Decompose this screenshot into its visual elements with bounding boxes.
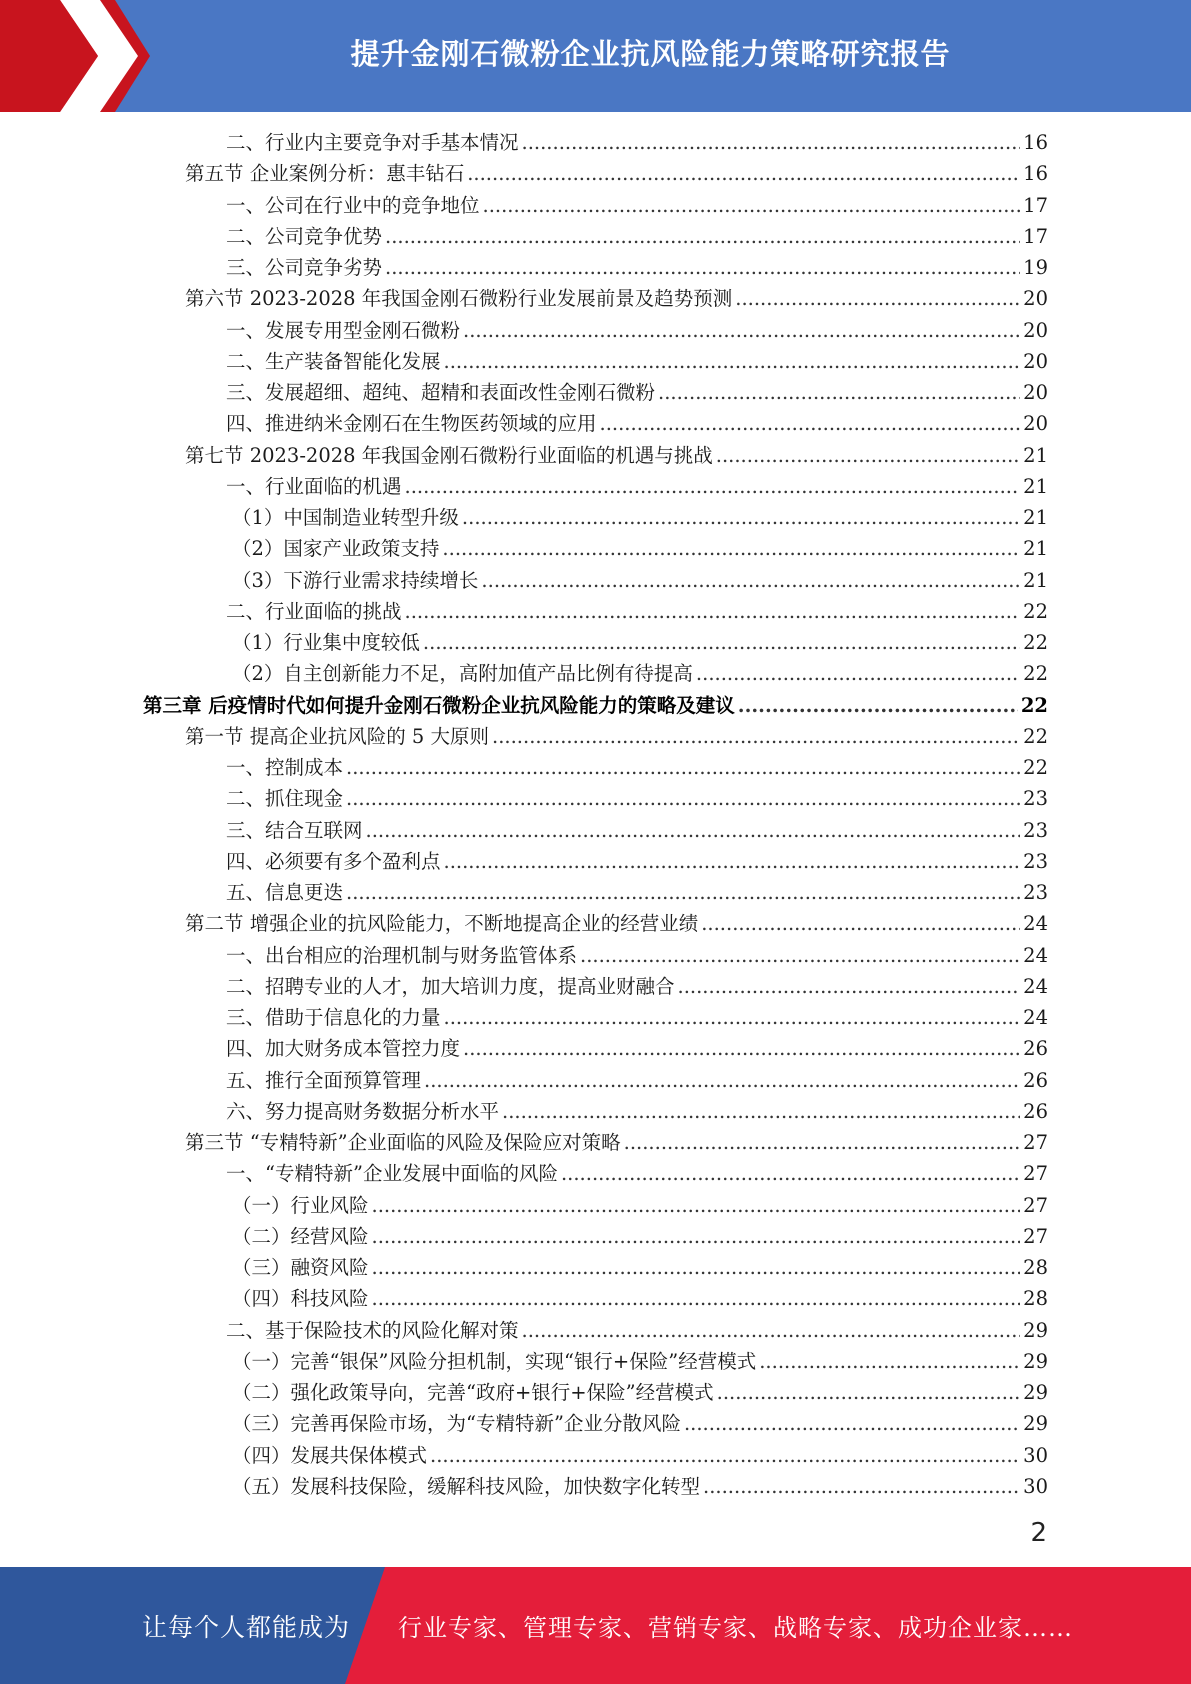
toc-leader-dots <box>738 690 1018 721</box>
toc-entry-title: 四、推进纳米金刚石在生物医药领域的应用 <box>226 412 597 436</box>
toc-entry[interactable] <box>185 440 1048 471</box>
toc-entry-title: （二）经营风险 <box>232 1224 369 1248</box>
toc-entry-title: 五、信息更迭 <box>226 881 344 904</box>
toc-leader-dots <box>684 1408 1020 1439</box>
toc-entry-page: 22 <box>1023 631 1048 654</box>
toc-entry-page: 16 <box>1023 131 1048 154</box>
toc-entry[interactable] <box>232 1252 1048 1283</box>
toc-entry[interactable] <box>232 1346 1048 1377</box>
toc-entry-title: （一）行业风险 <box>232 1193 369 1217</box>
toc-leader-dots <box>522 1315 1021 1346</box>
toc-entry-title: 二、招聘专业的人才，加大培训力度，提高业财融合 <box>226 974 675 998</box>
toc-leader-dots <box>716 440 1020 471</box>
toc-leader-dots <box>462 502 1020 533</box>
toc-entry-title: 六、努力提高财务数据分析水平 <box>226 1099 500 1123</box>
toc-entry-page: 20 <box>1023 287 1048 311</box>
toc-entry-title: （一）完善“银保”风险分担机制，实现“银行+保险”经营模式 <box>232 1349 757 1373</box>
toc-entry[interactable] <box>185 158 1048 189</box>
toc-entry[interactable] <box>232 1440 1048 1471</box>
toc-entry[interactable] <box>232 1408 1048 1439</box>
toc-leader-dots <box>483 190 1021 221</box>
toc-entry-page: 26 <box>1023 1099 1048 1123</box>
toc-entry-page: 23 <box>1023 818 1048 842</box>
toc-entry[interactable] <box>226 127 1048 158</box>
toc-entry[interactable] <box>232 1221 1048 1252</box>
toc-leader-dots <box>444 1002 1021 1033</box>
toc-entry[interactable] <box>226 252 1048 283</box>
toc-entry-title: （五）发展科技保险，缓解科技风险，加快数字化转型 <box>232 1474 701 1498</box>
toc-entry-page: 22 <box>1023 724 1048 748</box>
toc-entry-page: 29 <box>1023 1318 1048 1342</box>
toc-entry-title: 第五节 企业案例分析：惠丰钻石 <box>185 162 465 186</box>
toc-entry-title: 二、公司竞争优势 <box>226 224 383 248</box>
toc-entry-page: 22 <box>1023 756 1048 779</box>
toc-entry-title: 四、加大财务成本管控力度 <box>226 1037 461 1061</box>
toc-entry-title: 第三章 后疫情时代如何提升金刚石微粉企业抗风险能力的策略及建议 <box>143 693 735 717</box>
toc-entry-page: 20 <box>1023 412 1048 436</box>
toc-entry-page: 29 <box>1023 1349 1048 1373</box>
toc-entry-page: 21 <box>1023 474 1048 498</box>
toc-leader-dots <box>703 1471 1020 1502</box>
toc-entry-page: 22 <box>1023 662 1048 686</box>
toc-entry-title: （2）自主创新能力不足，高附加值产品比例有待提高 <box>232 662 693 686</box>
toc-entry[interactable] <box>226 1002 1048 1033</box>
toc-entry[interactable] <box>232 565 1048 596</box>
toc-leader-dots <box>522 127 1021 158</box>
toc-entry-title: 三、发展超细、超纯、超精和表面改性金刚石微粉 <box>226 381 656 404</box>
toc-leader-dots <box>463 315 1020 346</box>
toc-leader-dots <box>405 596 1021 627</box>
toc-entry-page: 26 <box>1023 1068 1048 1092</box>
toc-leader-dots <box>735 283 1020 314</box>
toc-entry[interactable] <box>226 377 1048 408</box>
toc-entry-page: 21 <box>1023 443 1048 467</box>
page-footer <box>0 1567 1191 1684</box>
toc-entry-page: 23 <box>1023 849 1048 873</box>
toc-entry[interactable] <box>226 877 1048 908</box>
toc-entry[interactable] <box>232 1377 1048 1408</box>
toc-entry-title: （1）行业集中度较低 <box>232 631 420 654</box>
toc-entry-page: 24 <box>1023 943 1048 967</box>
toc-leader-dots <box>385 252 1020 283</box>
toc-entry-page: 28 <box>1023 1287 1048 1311</box>
toc-entry-page: 24 <box>1023 912 1048 936</box>
toc-entry[interactable] <box>226 596 1048 627</box>
toc-entry[interactable] <box>143 690 1048 721</box>
toc-entry-page: 27 <box>1023 1224 1048 1248</box>
toc-entry-page: 21 <box>1023 537 1048 561</box>
toc-entry-title: 二、抓住现金 <box>226 787 344 811</box>
toc-entry[interactable] <box>185 1127 1048 1158</box>
toc-leader-dots <box>701 908 1020 939</box>
toc-entry-page: 30 <box>1023 1474 1048 1498</box>
toc-entry-title: 一、公司在行业中的竞争地位 <box>226 193 480 217</box>
toc-entry-title: 一、发展专用型金刚石微粉 <box>226 318 461 342</box>
toc-entry[interactable] <box>226 471 1048 502</box>
toc-leader-dots <box>385 221 1020 252</box>
toc-entry-title: （三）融资风险 <box>232 1256 369 1279</box>
toc-entry-title: 第二节 增强企业的抗风险能力，不断地提高企业的经营业绩 <box>185 912 699 936</box>
toc-leader-dots <box>696 658 1020 689</box>
toc-entry-title: （三）完善再保险市场，为“专精特新”企业分散风险 <box>232 1412 681 1436</box>
toc-leader-dots <box>759 1346 1020 1377</box>
toc-entry-title: 四、必须要有多个盈利点 <box>226 849 441 873</box>
toc-entry-page: 24 <box>1023 974 1048 998</box>
toc-entry-page: 27 <box>1023 1162 1048 1186</box>
toc-entry[interactable] <box>226 783 1048 814</box>
toc-entry[interactable] <box>226 408 1048 439</box>
toc-entry-page: 29 <box>1023 1412 1048 1436</box>
toc-entry[interactable] <box>232 533 1048 564</box>
toc-leader-dots <box>366 815 1021 846</box>
toc-entry-page: 19 <box>1023 256 1048 279</box>
toc-leader-dots <box>463 1033 1020 1064</box>
toc-leader-dots <box>372 1252 1021 1283</box>
toc-entry-page: 22 <box>1023 599 1048 623</box>
toc-entry-page: 24 <box>1023 1006 1048 1029</box>
toc-leader-dots <box>658 377 1020 408</box>
toc-leader-dots <box>442 533 1020 564</box>
toc-entry-title: （二）强化政策导向，完善“政府+银行+保险”经营模式 <box>232 1381 714 1404</box>
toc-entry[interactable] <box>232 1471 1048 1502</box>
toc-entry-page: 27 <box>1023 1193 1048 1217</box>
toc-leader-dots <box>502 1096 1020 1127</box>
toc-leader-dots <box>346 877 1020 908</box>
toc-leader-dots <box>346 752 1020 783</box>
header-arrow-icon <box>0 0 160 112</box>
toc-entry-page: 17 <box>1023 193 1048 217</box>
toc-entry-page: 20 <box>1023 349 1048 373</box>
toc-entry[interactable] <box>226 940 1048 971</box>
toc-entry-title: 第三节 “专精特新”企业面临的风险及保险应对策略 <box>185 1131 621 1154</box>
toc-entry-page: 22 <box>1020 693 1048 717</box>
toc-entry[interactable] <box>226 190 1048 221</box>
toc-entry-page: 26 <box>1023 1037 1048 1061</box>
toc-entry-page: 29 <box>1023 1381 1048 1404</box>
toc-entry-page: 21 <box>1023 506 1048 529</box>
toc-entry-title: （1）中国制造业转型升级 <box>232 506 459 529</box>
toc-entry-title: 二、行业面临的挑战 <box>226 599 402 623</box>
toc-entry[interactable] <box>226 752 1048 783</box>
toc-leader-dots <box>467 158 1020 189</box>
toc-leader-dots <box>405 471 1021 502</box>
toc-leader-dots <box>372 1221 1021 1252</box>
toc-entry-page: 20 <box>1023 318 1048 342</box>
toc-entry[interactable] <box>232 502 1048 533</box>
toc-entry-title: （2）国家产业政策支持 <box>232 537 440 561</box>
toc-leader-dots <box>444 346 1021 377</box>
toc-entry-page: 16 <box>1023 162 1048 186</box>
toc-leader-dots <box>430 1440 1020 1471</box>
toc-entry[interactable] <box>226 221 1048 252</box>
toc-entry-title: 二、行业内主要竞争对手基本情况 <box>226 131 519 154</box>
toc-leader-dots <box>444 846 1021 877</box>
toc-entry-page: 27 <box>1023 1131 1048 1154</box>
toc-leader-dots <box>423 627 1020 658</box>
toc-leader-dots <box>580 940 1020 971</box>
toc-entry[interactable] <box>232 1283 1048 1314</box>
toc-leader-dots <box>561 1158 1020 1189</box>
toc-entry[interactable] <box>232 627 1048 658</box>
toc-entry[interactable] <box>185 721 1048 752</box>
toc-entry[interactable] <box>185 908 1048 939</box>
toc-entry-title: 第一节 提高企业抗风险的 5 大原则 <box>185 724 490 748</box>
toc-entry-title: 二、生产装备智能化发展 <box>226 349 441 373</box>
toc-leader-dots <box>717 1377 1021 1408</box>
toc-entry-title: 五、推行全面预算管理 <box>226 1068 422 1092</box>
toc-leader-dots <box>678 971 1021 1002</box>
toc-entry[interactable] <box>226 1158 1048 1189</box>
toc-entry-title: 第六节 2023-2028 年我国金刚石微粉行业发展前景及趋势预测 <box>185 287 733 311</box>
toc-entry[interactable] <box>226 1065 1048 1096</box>
toc-leader-dots <box>600 408 1021 439</box>
toc-entry-title: 二、基于保险技术的风险化解对策 <box>226 1318 519 1342</box>
toc-leader-dots <box>481 565 1020 596</box>
toc-entry-page: 28 <box>1023 1256 1048 1279</box>
footer-slogan-left: 让每个人都能成为 <box>142 1612 351 1642</box>
toc-entry[interactable] <box>226 815 1048 846</box>
toc-entry-title: 一、“专精特新”企业发展中面临的风险 <box>226 1162 558 1186</box>
toc-entry[interactable] <box>185 283 1048 314</box>
toc-entry[interactable] <box>226 1033 1048 1064</box>
toc-entry-title: 一、控制成本 <box>226 756 344 779</box>
page-number: 2 <box>1030 1518 1047 1548</box>
toc-leader-dots <box>346 783 1020 814</box>
toc-entry-title: 三、结合互联网 <box>226 818 363 842</box>
toc-leader-dots <box>372 1283 1021 1314</box>
toc-entry-page: 23 <box>1023 787 1048 811</box>
toc-entry[interactable] <box>226 1315 1048 1346</box>
toc-entry-title: （四）科技风险 <box>232 1287 369 1311</box>
toc-entry[interactable] <box>226 315 1048 346</box>
toc-entry-title: 三、公司竞争劣势 <box>226 256 383 279</box>
toc-leader-dots <box>624 1127 1021 1158</box>
page-header <box>0 0 1191 112</box>
toc-leader-dots <box>372 1190 1021 1221</box>
toc-entry-title: 三、借助于信息化的力量 <box>226 1006 441 1029</box>
toc-entry-title: （3）下游行业需求持续增长 <box>232 568 479 592</box>
toc-entry-title: 第七节 2023-2028 年我国金刚石微粉行业面临的机遇与挑战 <box>185 443 713 467</box>
toc-entry[interactable] <box>232 658 1048 689</box>
toc-entry-page: 23 <box>1023 881 1048 904</box>
report-title: 提升金刚石微粉企业抗风险能力策略研究报告 <box>350 36 951 71</box>
toc-entry-page: 17 <box>1023 224 1048 248</box>
toc-entry-title: 一、行业面临的机遇 <box>226 474 402 498</box>
toc-entry[interactable] <box>226 846 1048 877</box>
toc-leader-dots <box>492 721 1020 752</box>
toc-entry[interactable] <box>226 971 1048 1002</box>
toc-entry-page: 20 <box>1023 381 1048 404</box>
toc-entry-title: （四）发展共保体模式 <box>232 1443 428 1467</box>
toc-entry[interactable] <box>226 1096 1048 1127</box>
toc-entry[interactable] <box>232 1190 1048 1221</box>
toc-entry[interactable] <box>226 346 1048 377</box>
footer-slogan-right: 行业专家、管理专家、营销专家、战略专家、成功企业家…… <box>398 1614 1073 1642</box>
toc-leader-dots <box>424 1065 1020 1096</box>
toc-entry-title: 一、出台相应的治理机制与财务监管体系 <box>226 943 578 967</box>
toc-entry-page: 21 <box>1023 568 1048 592</box>
toc-entry-page: 30 <box>1023 1443 1048 1467</box>
